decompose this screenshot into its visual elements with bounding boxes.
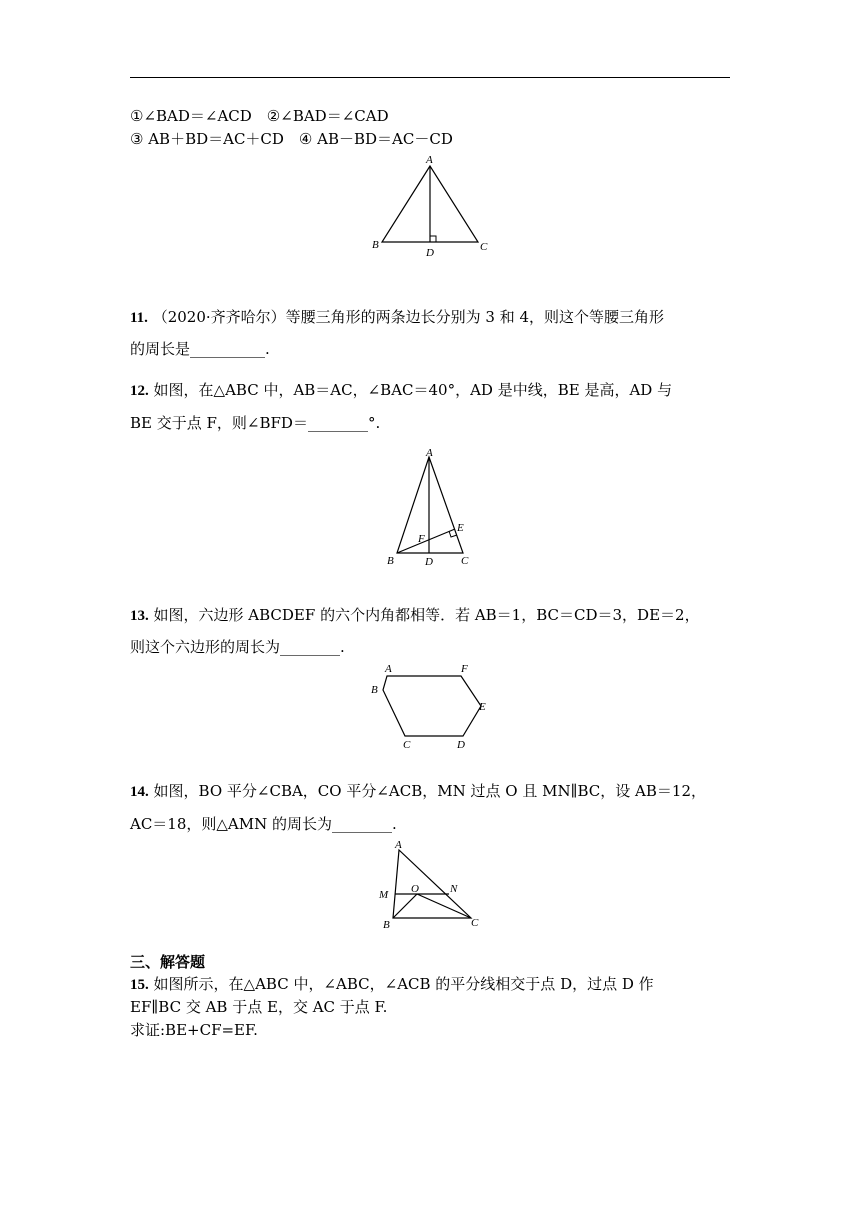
q12-line2: BE 交于点 F，则∠BFD＝________°. — [130, 414, 381, 432]
q12-line1: 12. 如图，在△ABC 中，AB＝AC，∠BAC＝40°，AD 是中线，BE 是高，AD 与 — [130, 381, 673, 399]
q11-line2: 的周长是__________. — [130, 340, 270, 358]
q15-line1: 15. 如图所示，在△ABC 中，∠ABC，∠ACB 的平分线相交于点 D，过点 D 作 — [130, 975, 654, 993]
q12-number: 12. — [130, 383, 149, 399]
q14-number: 14. — [130, 784, 149, 800]
label-n: N — [450, 883, 458, 895]
right-angle-mark — [430, 236, 436, 242]
figure-q10 — [370, 150, 490, 260]
label-b: B — [372, 239, 379, 251]
q14-line2: AC＝18，则△AMN 的周长为________. — [130, 815, 397, 833]
label-e: E — [479, 701, 486, 713]
label-e: E — [457, 522, 464, 534]
label-c: C — [461, 555, 469, 567]
q15-number: 15. — [130, 977, 149, 993]
label-o: O — [411, 883, 419, 895]
q13-number: 13. — [130, 608, 149, 624]
q10-options-line2: ③ AB＋BD＝AC＋CD ④ AB－BD＝AC－CD — [130, 130, 453, 148]
label-d: D — [425, 556, 433, 568]
label-d: D — [457, 739, 465, 751]
label-c: C — [471, 917, 479, 929]
hexagon-abcdef — [383, 676, 481, 736]
triangle-abc — [397, 457, 463, 553]
triangle-abc — [393, 850, 471, 918]
bisector-co — [417, 894, 471, 918]
figure-q14 — [375, 840, 490, 935]
label-c: C — [480, 241, 488, 253]
label-a: A — [426, 447, 433, 459]
q13-line2: 则这个六边形的周长为________. — [130, 638, 345, 656]
q13-line1: 13. 如图，六边形 ABCDEF 的六个内角都相等．若 AB＝1，BC＝CD＝3，DE＝2， — [130, 606, 700, 624]
label-a: A — [385, 663, 392, 675]
q15-line2: EF∥BC 交 AB 于点 E，交 AC 于点 F. — [130, 998, 388, 1016]
section3-heading: 三、解答题 — [130, 953, 206, 971]
altitude-be — [397, 529, 455, 553]
label-a: A — [395, 839, 402, 851]
label-b: B — [383, 919, 390, 931]
q11-line1: 11. （2020·齐齐哈尔）等腰三角形的两条边长分别为 3 和 4，则这个等腰三角形 — [130, 308, 665, 326]
label-b: B — [371, 684, 378, 696]
q10-options-line1: ①∠BAD＝∠ACD ②∠BAD＝∠CAD — [130, 107, 389, 125]
bisector-bo — [393, 894, 417, 918]
q14-line1: 14. 如图，BO 平分∠CBA，CO 平分∠ACB，MN 过点 O 且 MN∥BC，设 AB＝12， — [130, 782, 706, 800]
label-d: D — [426, 247, 434, 259]
label-b: B — [387, 555, 394, 567]
header-rule — [130, 77, 730, 78]
q15-line3: 求证:BE+CF=EF. — [130, 1021, 258, 1039]
label-f: F — [418, 533, 425, 545]
figure-q13 — [365, 660, 500, 755]
label-f: F — [461, 663, 468, 675]
label-a: A — [426, 154, 433, 166]
q11-number: 11. — [130, 310, 148, 326]
figure-q12 — [383, 445, 483, 570]
label-m: M — [379, 889, 389, 901]
label-c: C — [403, 739, 411, 751]
